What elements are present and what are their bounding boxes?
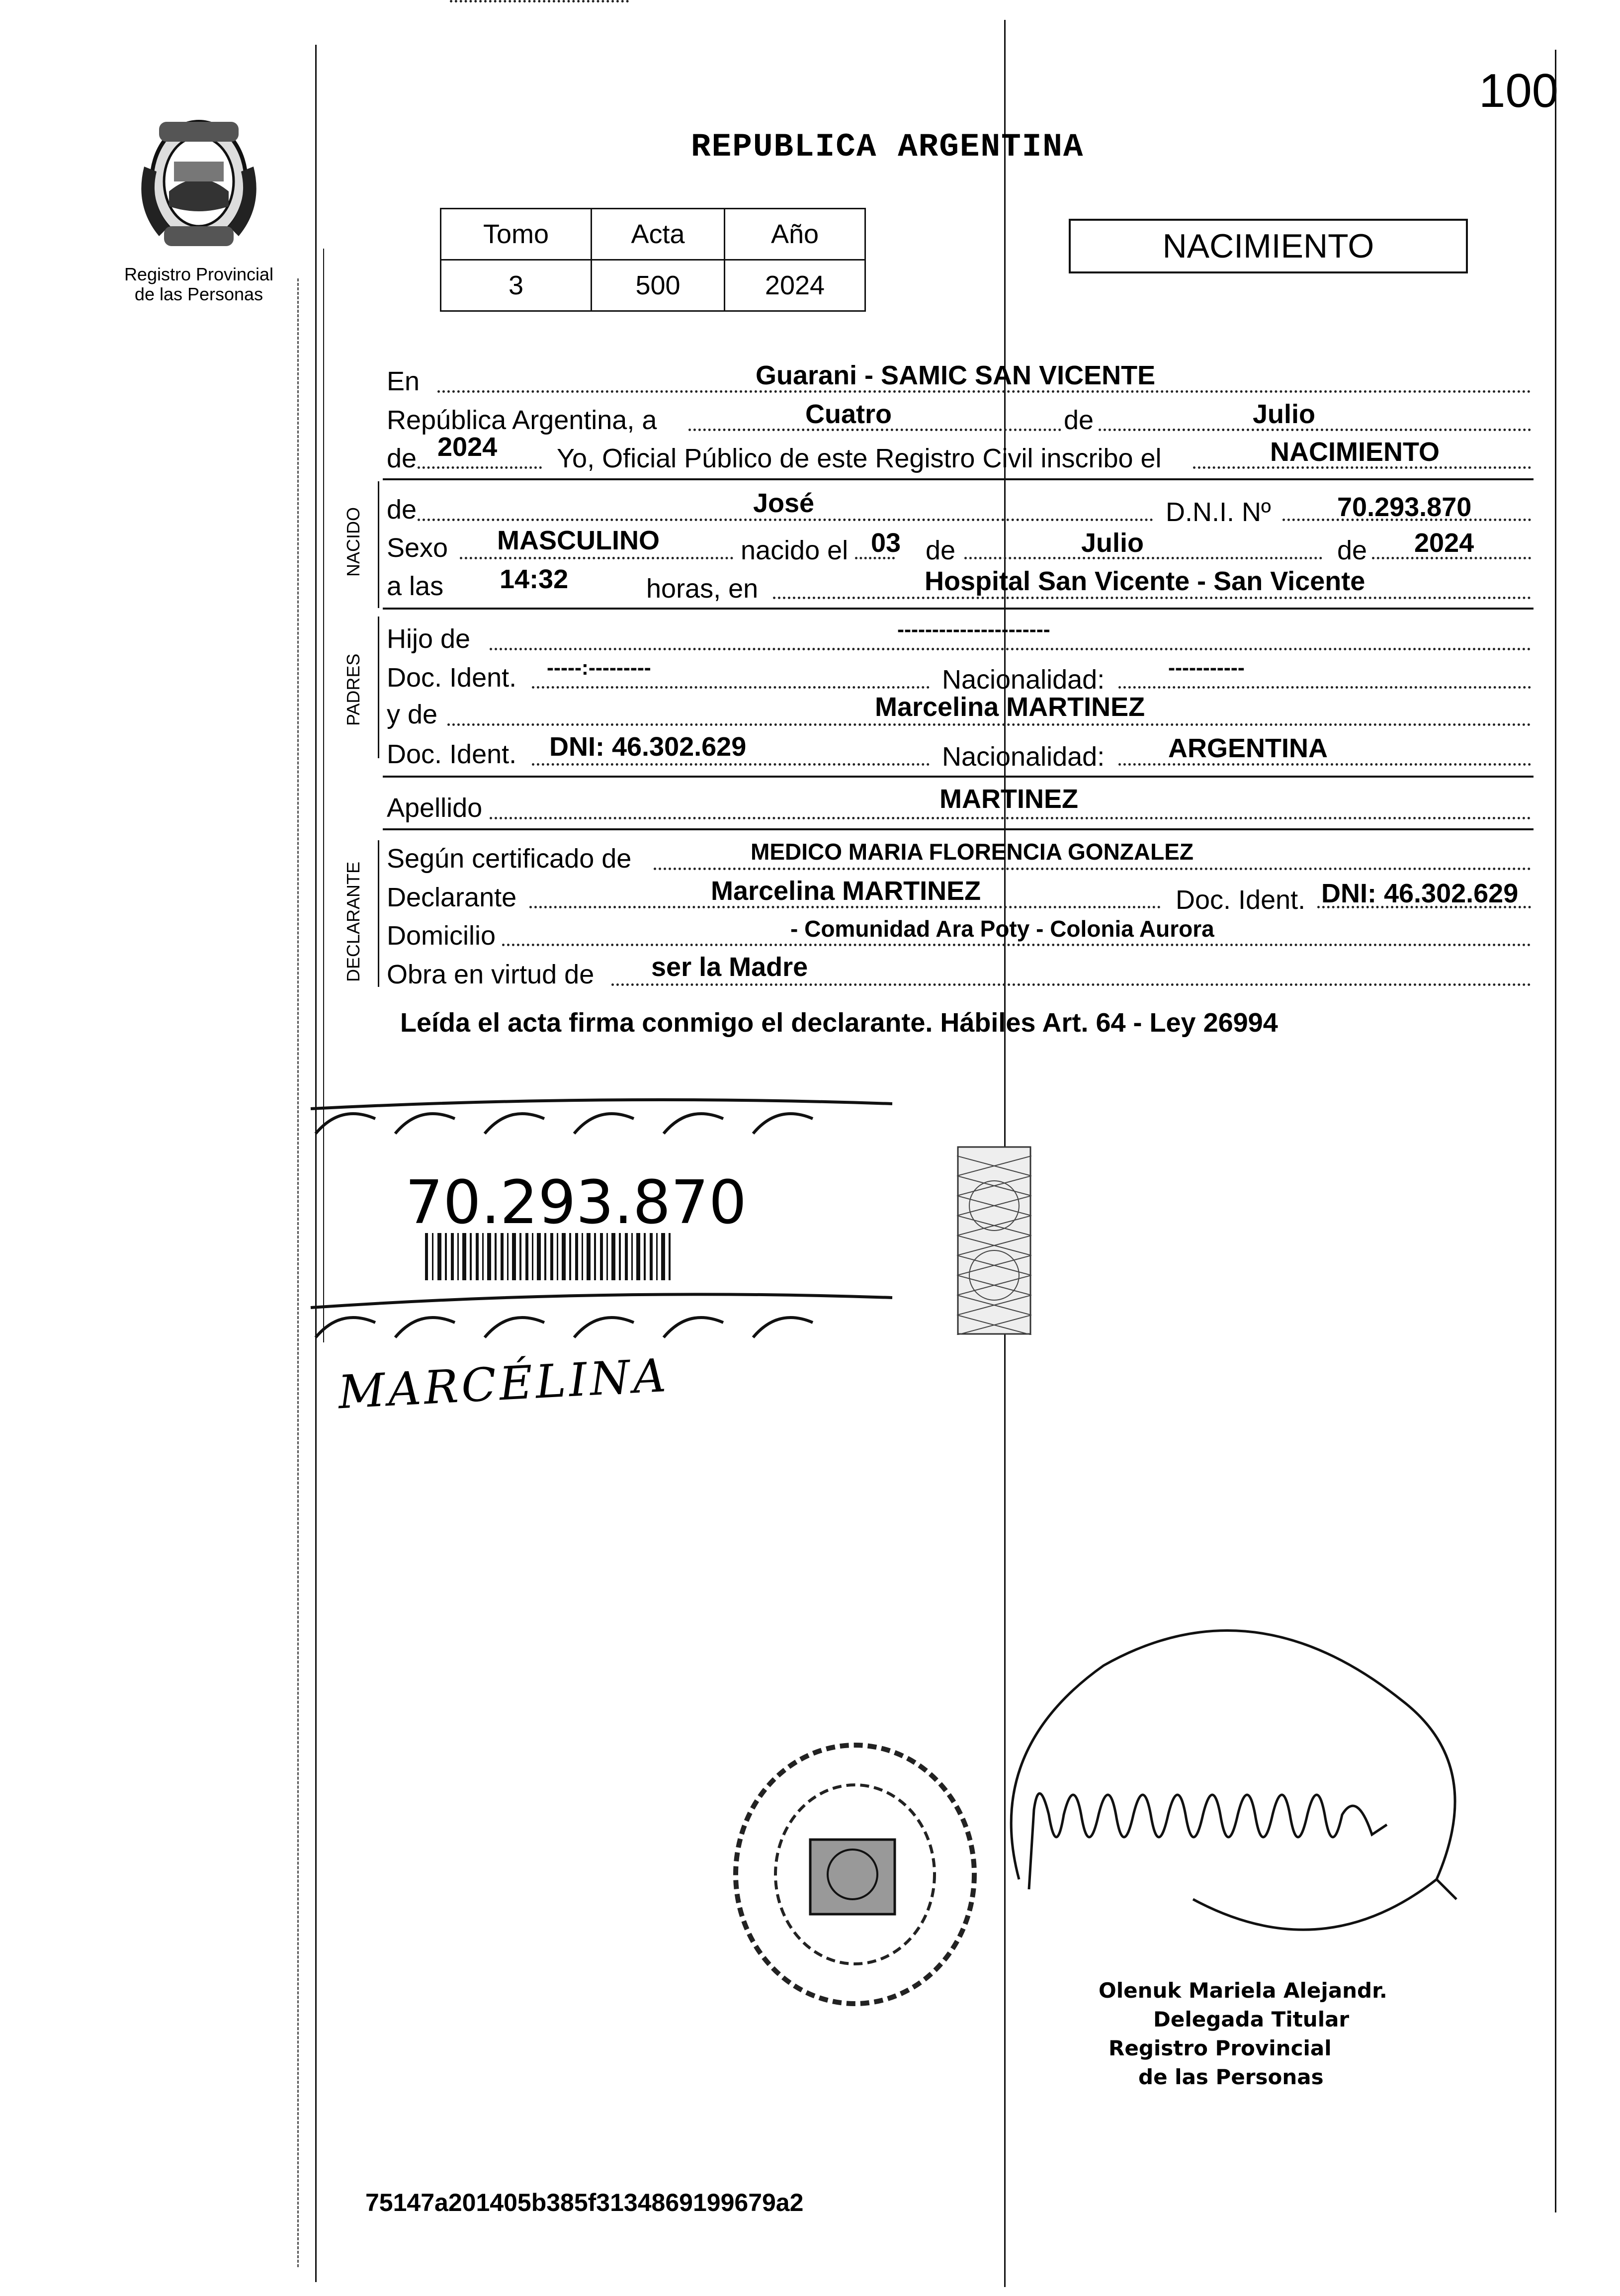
page-number: 100 xyxy=(1479,64,1559,117)
label-apellido: Apellido xyxy=(387,793,483,823)
value-domicilio: - Comunidad Ara Poty - Colonia Aurora xyxy=(790,916,1214,942)
value-dia-nacimiento: 03 xyxy=(871,528,901,558)
registry-line-1: Registro Provincial xyxy=(124,264,274,284)
value-lugar: Guarani - SAMIC SAN VICENTE xyxy=(756,360,1156,390)
divider-2 xyxy=(383,608,1534,610)
divider-3 xyxy=(383,776,1534,778)
document-hash: 75147a201405b385f3134869199679a2 xyxy=(365,2189,804,2216)
padres-bracket xyxy=(378,617,379,758)
value-nombre: José xyxy=(753,488,815,518)
signature xyxy=(974,1601,1506,1959)
dots-obra xyxy=(611,983,1531,986)
value-madre: Marcelina MARTINEZ xyxy=(875,692,1145,722)
dots-nombre xyxy=(418,519,1153,521)
label-yo-oficial: Yo, Oficial Público de este Registro Civil inscribo el xyxy=(557,443,1162,473)
dots-padre-doc xyxy=(532,686,930,689)
value-mes-inscripcion: Julio xyxy=(1253,399,1316,429)
label-en: En xyxy=(387,366,420,396)
dots-madre xyxy=(447,723,1531,726)
dots-lugar xyxy=(437,390,1531,393)
section-label-nacido: NACIDO xyxy=(343,507,363,577)
label-de-nombre: de xyxy=(387,495,417,525)
label-obra-virtud: Obra en virtud de xyxy=(387,960,595,989)
dots-hora xyxy=(450,0,629,2)
value-anio-nacimiento: 2024 xyxy=(1414,528,1474,558)
value-apellido: MARTINEZ xyxy=(939,784,1078,814)
label-a-las: a las xyxy=(387,571,444,601)
dots-certificado xyxy=(654,868,1531,870)
value-mes-nacimiento: Julio xyxy=(1081,528,1144,558)
dots-sexo xyxy=(460,557,733,559)
value-padre-nacionalidad: ----------- xyxy=(1168,656,1245,679)
label-declarante: Declarante xyxy=(387,883,517,912)
signature-line-1: Olenuk Mariela Alejandr. xyxy=(1099,1978,1387,2003)
value-padre-doc: -----:--------- xyxy=(547,656,651,679)
label-rep-arg: República Argentina, a xyxy=(387,405,657,435)
document-type-box: NACIMIENTO xyxy=(1069,219,1468,273)
header-tomo: Tomo xyxy=(441,209,592,260)
dots-madre-nac xyxy=(1118,763,1531,766)
divider-1 xyxy=(383,478,1534,480)
value-anio-inscripcion: 2024 xyxy=(437,432,498,462)
value-sexo: MASCULINO xyxy=(497,526,660,555)
signature-block xyxy=(1099,1976,1387,2092)
value-tomo: 3 xyxy=(441,260,592,311)
signature-line-2: Delegada Titular xyxy=(1153,2007,1350,2031)
value-padre: ---------------------- xyxy=(897,618,1050,641)
province-logo xyxy=(124,107,273,256)
label-domicilio: Domicilio xyxy=(387,921,496,951)
right-margin-line xyxy=(1555,50,1556,2212)
label-nacido-el: nacido el xyxy=(741,535,849,565)
header-acta: Acta xyxy=(592,209,725,260)
official-stamp xyxy=(716,1730,994,2009)
label-dni: D.N.I. Nº xyxy=(1166,497,1271,527)
value-madre-doc: DNI: 46.302.629 xyxy=(549,732,747,762)
registry-name xyxy=(89,265,308,304)
country-title: REPUBLICA ARGENTINA xyxy=(691,128,1084,166)
label-de-anio-nac: de xyxy=(1337,535,1367,565)
declarante-bracket xyxy=(378,840,379,987)
signature-line-3: Registro Provincial xyxy=(1108,2036,1332,2060)
section-label-padres: PADRES xyxy=(343,653,363,726)
label-nacionalidad-padre: Nacionalidad: xyxy=(942,665,1105,695)
value-obra: ser la Madre xyxy=(651,952,808,982)
value-declarante: Marcelina MARTINEZ xyxy=(711,876,981,906)
dots-anio xyxy=(418,466,542,469)
label-horas-en: horas, en xyxy=(646,574,759,604)
registry-line-2: de las Personas xyxy=(134,284,263,304)
value-madre-nacionalidad: ARGENTINA xyxy=(1168,733,1328,763)
label-segun-certificado: Según certificado de xyxy=(387,844,632,874)
value-dia-inscripcion: Cuatro xyxy=(805,399,892,429)
value-declarante-doc: DNI: 46.302.629 xyxy=(1321,879,1519,908)
value-dni: 70.293.870 xyxy=(1337,492,1472,522)
dots-apellido xyxy=(490,817,1531,819)
closing-statement: Leída el acta firma conmigo el declarante. Hábiles Art. 64 - Ley 26994 xyxy=(400,1008,1278,1038)
label-de-anio: de xyxy=(387,443,417,473)
handwritten-name: MARCÉLINA xyxy=(337,1348,671,1419)
dots-madre-doc xyxy=(532,763,930,766)
header-anio: Año xyxy=(725,209,865,260)
dots-declarante xyxy=(529,906,1161,908)
security-hologram xyxy=(957,1146,1031,1335)
id-sticker-number: 70.293.870 xyxy=(405,1168,747,1237)
label-doc-ident-padre: Doc. Ident. xyxy=(387,663,517,693)
reference-table xyxy=(440,208,866,312)
value-tipo: NACIMIENTO xyxy=(1270,437,1440,467)
label-nacionalidad-madre: Nacionalidad: xyxy=(942,742,1105,772)
label-de-mes-nac: de xyxy=(926,535,956,565)
label-sexo: Sexo xyxy=(387,533,448,563)
dots-domicilio xyxy=(502,944,1531,946)
signature-line-4: de las Personas xyxy=(1138,2065,1324,2089)
id-sticker xyxy=(306,1089,897,1347)
label-doc-ident-declarante: Doc. Ident. xyxy=(1176,885,1306,915)
nacido-bracket xyxy=(378,481,379,608)
value-hora: 14:32 xyxy=(500,564,569,594)
dots-padre xyxy=(490,648,1531,650)
divider-4 xyxy=(383,828,1534,830)
value-anio: 2024 xyxy=(725,260,865,311)
label-doc-ident-madre: Doc. Ident. xyxy=(387,739,517,769)
label-hijo-de: Hijo de xyxy=(387,624,471,654)
value-acta: 500 xyxy=(592,260,725,311)
value-lugar-nacimiento: Hospital San Vicente - San Vicente xyxy=(925,566,1365,596)
dots-padre-nac xyxy=(1118,686,1531,689)
label-y-de: y de xyxy=(387,700,438,729)
dots-lugar-nac xyxy=(773,597,1531,599)
label-de-mes: de xyxy=(1064,405,1094,435)
section-label-declarante: DECLARANTE xyxy=(343,861,363,982)
binding-dashes xyxy=(297,278,299,2267)
value-certificado: MEDICO MARIA FLORENCIA GONZALEZ xyxy=(751,839,1194,865)
